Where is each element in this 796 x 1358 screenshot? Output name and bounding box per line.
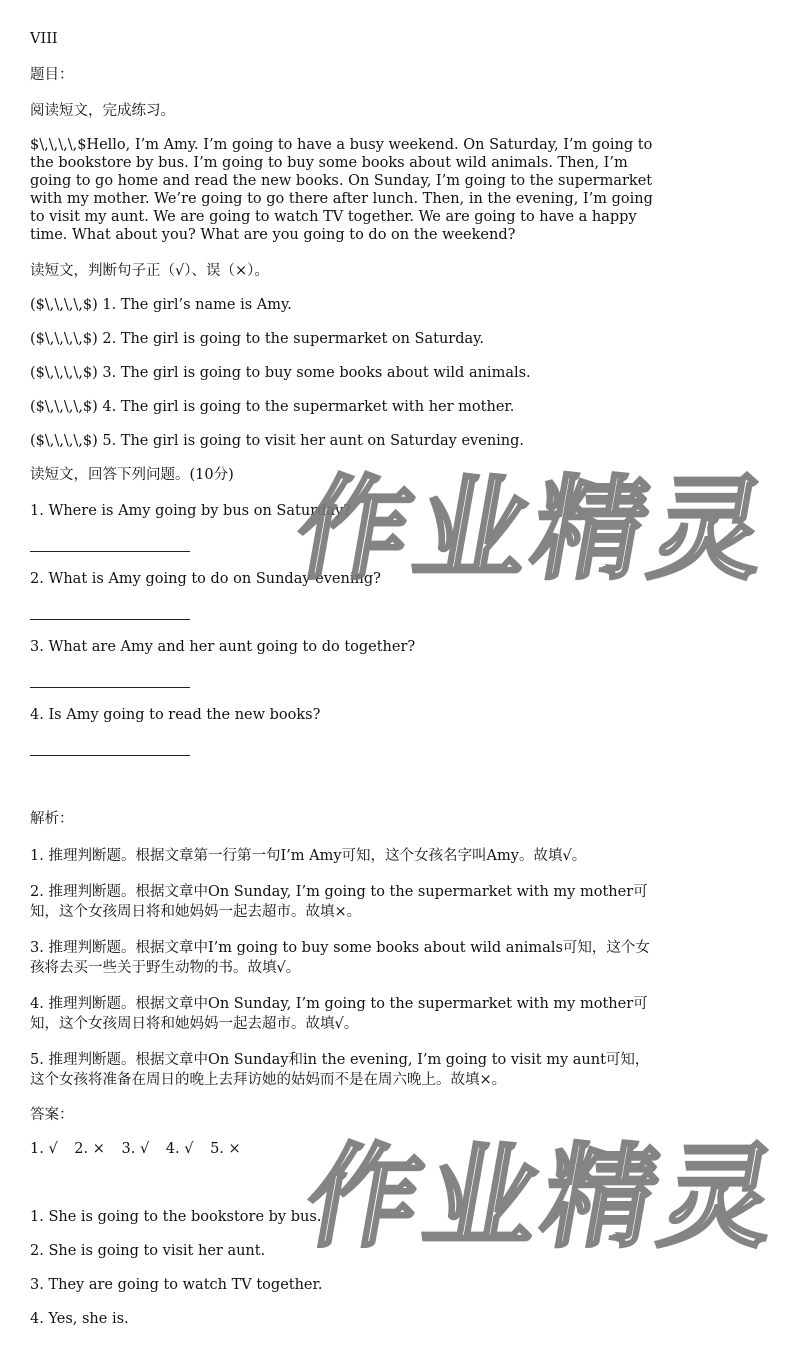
judgment-item: ($\,\,\,\,$) 3. The girl is going to buy some books about wild animals. <box>30 365 531 381</box>
answer-blank[interactable] <box>30 551 190 552</box>
part1-instruction: 读短文，判断句子正（√）、误（×）。 <box>30 263 269 279</box>
answer-item: 4. Yes, she is. <box>30 1311 129 1327</box>
watermark: 作业精灵 <box>286 465 782 595</box>
judgment-item: ($\,\,\,\,$) 2. The girl is going to the supermarket on Saturday. <box>30 331 485 347</box>
question-item: 1. Where is Amy going by bus on Saturday? <box>30 503 351 519</box>
answer-item: 2. She is going to visit her aunt. <box>30 1243 266 1259</box>
question-item: 2. What is Amy going to do on Sunday evening? <box>30 571 381 587</box>
reading-passage: $\,\,\,\,$Hello, I’m Amy. I’m going to have a busy weekend. On Saturday, I’m going to the bookstore by bus. I’m going to buy some books about wild animals. Then, I’m going to go home and read the new books. On Sunday, I’m going to the supermarket with my mother. We’re going to go there after lunch. Then, in the evening, I’m going to visit my aunt. We are going to watch TV together. We are going to have a happy time. What about you? What are you going to do on the weekend? <box>30 137 653 243</box>
watermark: 作业精灵 <box>296 1133 792 1263</box>
answer-label: 答案： <box>30 1107 74 1123</box>
answer-item: 1. She is going to the bookstore by bus. <box>30 1209 322 1225</box>
question-item: 3. What are Amy and her aunt going to do together? <box>30 639 416 655</box>
judgment-item: ($\,\,\,\,$) 5. The girl is going to visit her aunt on Saturday evening. <box>30 433 525 449</box>
analysis-item: 1. 推理判断题。根据文章第一行第一句I’m Amy可知，这个女孩名字叫Amy。故填√。 <box>30 848 587 864</box>
judgment-answer: 1. √ <box>30 1141 58 1157</box>
judgment-item: ($\,\,\,\,$) 4. The girl is going to the supermarket with her mother. <box>30 399 515 415</box>
judgment-answer: 4. √ <box>165 1141 194 1157</box>
question-label: 题目： <box>30 67 74 83</box>
answer-blank[interactable] <box>30 687 190 688</box>
section-number: VIII <box>30 31 58 47</box>
answer-blank[interactable] <box>30 619 190 620</box>
judgment-item: ($\,\,\,\,$) 1. The girl’s name is Amy. <box>30 297 292 313</box>
part2-instruction: 读短文，回答下列问题。(10分) <box>30 467 234 483</box>
analysis-item: 4. 推理判断题。根据文章中On Sunday, I’m going to the supermarket with my mother可知，这个女孩周日将和她妈妈一起去超市。故填√。 <box>30 996 648 1032</box>
answer-blank[interactable] <box>30 755 190 756</box>
judgment-answer: 2. × <box>74 1141 105 1157</box>
judgment-answer: 5. × <box>210 1141 241 1157</box>
judgment-answer: 3. √ <box>121 1141 150 1157</box>
answer-item: 3. They are going to watch TV together. <box>30 1277 323 1293</box>
judgment-answers <box>30 1140 660 1158</box>
analysis-item: 5. 推理判断题。根据文章中On Sunday和in the evening, I’m going to visit my aunt可知，这个女孩将准备在周日的晚上去拜访她的姑妈而不是在周六晚上。故填×。 <box>30 1052 650 1088</box>
analysis-label: 解析： <box>30 811 74 827</box>
analysis-item: 2. 推理判断题。根据文章中On Sunday, I’m going to the supermarket with my mother可知，这个女孩周日将和她妈妈一起去超市。故填×。 <box>30 884 648 920</box>
instruction: 阅读短文，完成练习。 <box>30 103 175 119</box>
question-item: 4. Is Amy going to read the new books? <box>30 707 321 723</box>
analysis-item: 3. 推理判断题。根据文章中I’m going to buy some books about wild animals可知，这个女孩将去买一些关于野生动物的书。故填√。 <box>30 940 650 976</box>
